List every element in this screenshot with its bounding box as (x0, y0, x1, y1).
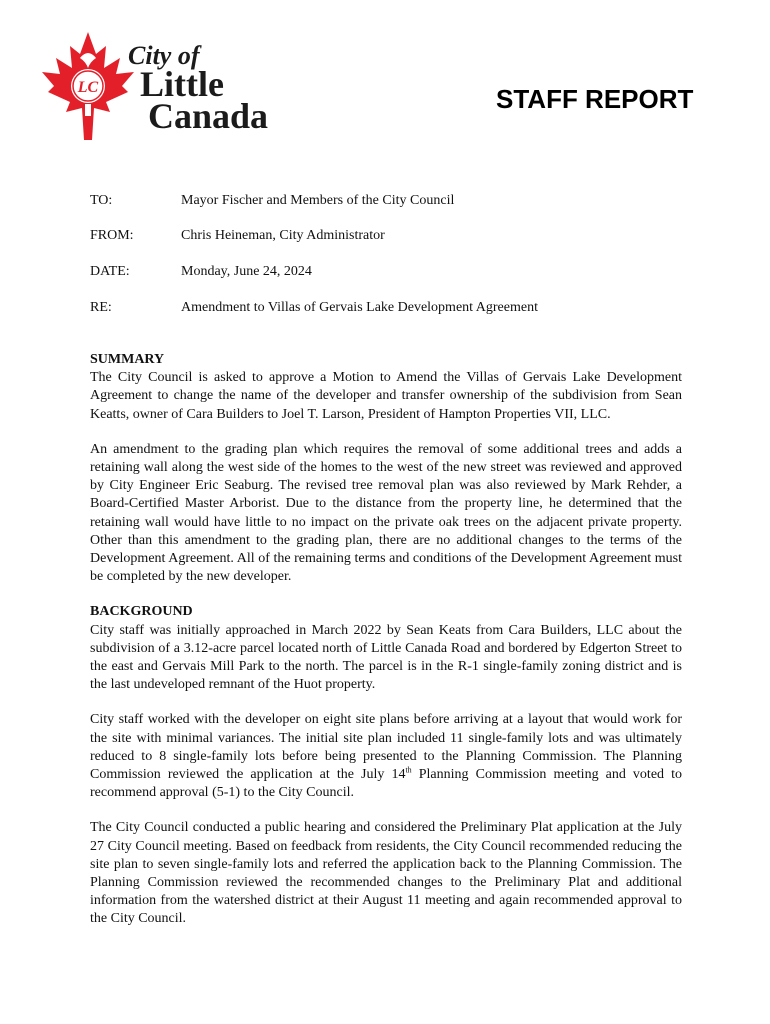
logo-line-2: Little (140, 64, 224, 104)
emblem-letters: LC (77, 79, 99, 96)
ordinal-suffix: th (405, 765, 412, 775)
memo-key-re: RE: (90, 300, 112, 315)
memo-key-to: TO: (90, 193, 113, 208)
report-body (90, 351, 682, 929)
memo-value-re: Amendment to Villas of Gervais Lake Development Agreement (181, 300, 538, 315)
memo-key-date: DATE: (90, 264, 130, 279)
background-paragraph-2-start: City staff worked with the developer on eight site plans before arriving at a layout that would work for the site with minimal variances. The initial site plan included 11 single-family lots and was ultimately reduced to 8 single-family lots before being presented to the Planning Commission. The Planning Commission reviewed the application at the July 14 (90, 712, 682, 783)
background-paragraph-3: The City Council conducted a public hearing and considered the Preliminary Plat application at the July 27 City Council meeting. Based on feedback from residents, the City Council recommended reducing the site plan to seven single-family lots and referred the application back to the Planning Commission. The Planning Commission reviewed the recommended changes to the Preliminary Plat and additional information from the watershed district at their August 11 meeting and again recommended approval to the City Council. (90, 820, 682, 927)
page-title: STAFF REPORT (496, 84, 694, 114)
logo-line-1: City of (128, 41, 200, 70)
summary-paragraph-2: An amendment to the grading plan which requires the removal of some additional trees and adds a retaining wall along the west side of the homes to the west of the new street was reviewed and approved by City Engineer Eric Seaburg. The revised tree removal plan was also reviewed by Mark Rehder, a Board-Certified Master Arborist. Due to the distance from the property line, he determined that the retaining wall would have little to no impact on the private oak trees on the adjacent private property. Other than this amendment to the grading plan, there are no additional changes to the terms of the Development Agreement. All of the remaining terms and conditions of the Development Agreement must be completed by the new developer. (90, 441, 682, 585)
maple-leaf-emblem (30, 28, 310, 148)
memo-value-date: Monday, June 24, 2024 (181, 264, 312, 279)
summary-paragraph-1: The City Council is asked to approve a Motion to Amend the Villas of Gervais Lake Development Agreement to change the name of the developer and transfer ownership of the subdivision from Sean Keatts, owner of Cara Builders to Joel T. Larson, President of Hampton Properties VII, LLC. (90, 370, 682, 422)
memo-key-from: FROM: (90, 228, 134, 243)
memo-value-from: Chris Heineman, City Administrator (181, 228, 385, 243)
logo-line-3: Canada (148, 96, 269, 136)
city-logo (30, 28, 310, 148)
background-paragraph-1: City staff was initially approached in March 2022 by Sean Keats from Cara Builders, LLC about the subdivision of a 3.12-acre parcel located north of Little Canada Road and bordered by Edgerton Street to the east and Gervais Mill Park to the north. The parcel is in the R-1 single-family zoning district and is the last undeveloped remnant of the Huot property. (90, 622, 682, 693)
summary-heading: SUMMARY (90, 352, 165, 367)
background-heading: BACKGROUND (90, 604, 193, 620)
memo-value-to: Mayor Fischer and Members of the City Council (181, 193, 455, 208)
background-paragraph-2 (90, 711, 682, 802)
background-paragraph-2-end: Planning Commission meeting and voted to recommend approval (5-1) to the City Council. (90, 767, 682, 801)
